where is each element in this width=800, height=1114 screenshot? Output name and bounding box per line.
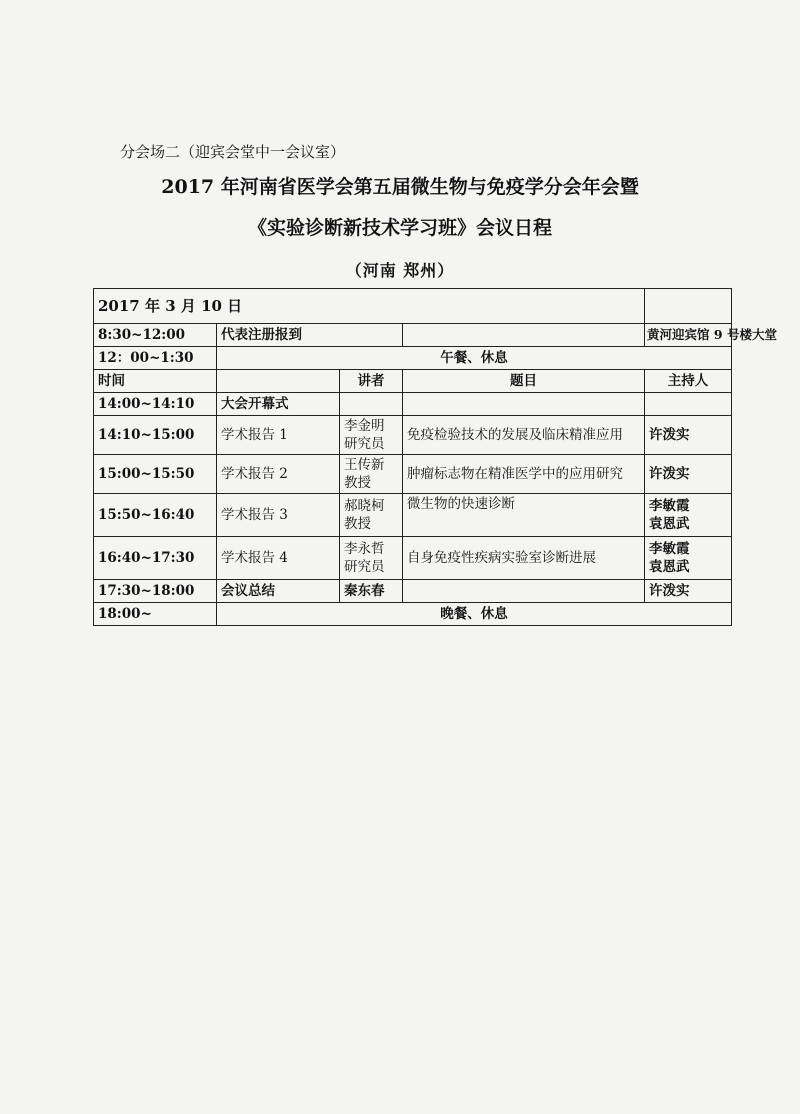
row-topic <box>403 580 645 603</box>
host-name: 李敏霞 <box>649 498 690 514</box>
row-topic: 自身免疫性疾病实验室诊断进展 <box>403 537 645 580</box>
speaker-name: 王传新 <box>344 457 385 473</box>
row-speaker <box>340 494 403 537</box>
title-line-2: 《实验诊断新技术学习班》会议日程 <box>247 217 552 239</box>
date-row <box>94 289 732 324</box>
host-name: 李敏霞 <box>649 541 690 557</box>
row-topic: 肿瘤标志物在精准医学中的应用研究 <box>403 455 645 494</box>
row-time: 15:50~16:40 <box>94 494 217 537</box>
row-speaker <box>340 393 403 416</box>
dinner-activity: 晚餐、休息 <box>217 603 732 626</box>
row-time: 16:40~17:30 <box>94 537 217 580</box>
table-row <box>94 494 732 537</box>
speaker-name: 李永哲 <box>344 541 385 557</box>
row-time: 15:00~15:50 <box>94 455 217 494</box>
row-topic: 免疫检验技术的发展及临床精准应用 <box>403 416 645 455</box>
row-speaker <box>340 455 403 494</box>
date-empty-cell <box>645 289 732 324</box>
table-row <box>94 580 732 603</box>
row-topic: 微生物的快速诊断 <box>403 494 645 537</box>
lunch-row <box>94 347 732 370</box>
row-time: 14:00~14:10 <box>94 393 217 416</box>
row-activity: 大会开幕式 <box>217 393 340 416</box>
row-host <box>645 393 732 416</box>
row-host: 许泼实 <box>645 455 732 494</box>
dinner-row <box>94 603 732 626</box>
col-header-time: 时间 <box>94 370 217 393</box>
row-host <box>645 537 732 580</box>
schedule-table <box>93 288 777 626</box>
title-line-1: 2017 年河南省医学会第五届微生物与免疫学分会年会暨 <box>161 176 639 198</box>
speaker-title: 研究员 <box>344 559 385 575</box>
date-cell: 2017 年 3 月 10 日 <box>94 289 645 324</box>
col-header-empty <box>217 370 340 393</box>
venue-label: 分会场二（迎宾会堂中一会议室） <box>120 143 346 161</box>
col-header-host: 主持人 <box>645 370 732 393</box>
speaker-title: 研究员 <box>344 436 385 452</box>
row-host <box>645 494 732 537</box>
row-time: 14:10~15:00 <box>94 416 217 455</box>
col-header-speaker: 讲者 <box>340 370 403 393</box>
row-speaker: 秦东春 <box>340 580 403 603</box>
row-time: 17:30~18:00 <box>94 580 217 603</box>
column-header-row <box>94 370 732 393</box>
dinner-time: 18:00~ <box>94 603 217 626</box>
registration-empty <box>403 324 645 347</box>
row-activity: 学术报告 3 <box>217 494 340 537</box>
lunch-activity: 午餐、休息 <box>217 347 732 370</box>
row-activity: 学术报告 4 <box>217 537 340 580</box>
table-row <box>94 393 732 416</box>
row-host: 许泼实 <box>645 580 732 603</box>
row-activity: 会议总结 <box>217 580 340 603</box>
location-label: （河南 郑州） <box>345 261 455 280</box>
row-activity: 学术报告 1 <box>217 416 340 455</box>
col-header-topic: 题目 <box>403 370 645 393</box>
row-host: 许泼实 <box>645 416 732 455</box>
speaker-name: 郝晓柯 <box>344 498 385 514</box>
row-activity: 学术报告 2 <box>217 455 340 494</box>
row-speaker <box>340 537 403 580</box>
speaker-title: 教授 <box>344 475 371 491</box>
lunch-time: 12：00~1:30 <box>94 347 217 370</box>
row-topic <box>403 393 645 416</box>
table-row <box>94 537 732 580</box>
table-row <box>94 455 732 494</box>
host-name: 袁恩武 <box>649 516 690 532</box>
host-name: 袁恩武 <box>649 559 690 575</box>
row-speaker <box>340 416 403 455</box>
registration-place: 黄河迎宾馆 9 号楼大堂 <box>645 324 732 347</box>
registration-row <box>94 324 732 347</box>
registration-time: 8:30~12:00 <box>94 324 217 347</box>
speaker-title: 教授 <box>344 516 371 532</box>
registration-activity: 代表注册报到 <box>217 324 403 347</box>
table-row <box>94 416 732 455</box>
speaker-name: 李金明 <box>344 418 385 434</box>
